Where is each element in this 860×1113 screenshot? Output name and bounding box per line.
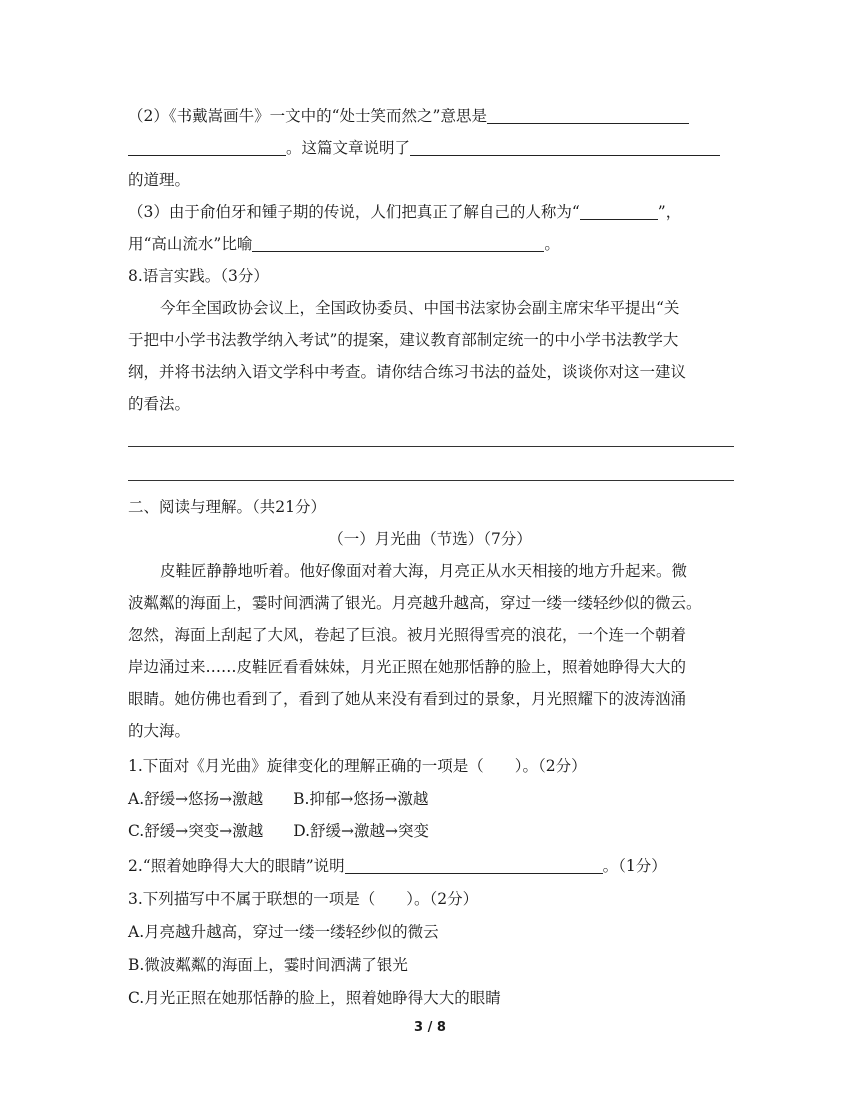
q7-part3-text-b: 用“高山流水”比喻: [128, 235, 253, 253]
page-number: 3 / 8: [414, 1020, 446, 1035]
answer-blank[interactable]: [487, 107, 689, 124]
passage-line: 波粼粼的海面上，霎时间洒满了银光。月亮越升越高，穿过一缕一缕轻纱似的微云。: [128, 594, 702, 612]
q7-part3-text: （3）由于俞伯牙和锺子期的传说，人们把真正了解自己的人称为“: [128, 203, 580, 221]
q1-option-d[interactable]: D.舒缓→激越→突变: [293, 822, 429, 840]
q8-para-line: 今年全国政协会议上，全国政协委员、中国书法家协会副主席宋华平提出“关: [160, 299, 680, 317]
q8-para-line: 于把中小学书法教学纳入考试”的提案，建议教育部制定统一的中小学书法教学大: [128, 331, 679, 349]
q7-part3-period: 。: [544, 235, 560, 253]
passage-line: 忽然，海面上刮起了大风，卷起了巨浪。被月光照得雪亮的浪花，一个连一个朝着: [128, 626, 687, 644]
q8-para-line: 的看法。: [128, 395, 191, 413]
q8-para-line: 纲，并将书法纳入语文学科中考查。请你结合练习书法的益处，谈谈你对这一建议: [128, 363, 687, 381]
q7-part2-line3: 的道理。: [128, 171, 191, 189]
q7-part3-line2: [128, 234, 560, 254]
answer-blank[interactable]: [580, 203, 658, 220]
q1-option-b[interactable]: B.抑郁→悠扬→激越: [293, 790, 429, 808]
answer-blank[interactable]: [128, 139, 286, 156]
q7-part3-text-end: ”，: [657, 203, 682, 221]
q7-part2-line2: [128, 138, 720, 158]
q1-stem: 1.下面对《月光曲》旋律变化的理解正确的一项是（ ）。（2分）: [128, 757, 587, 775]
answer-rule-2[interactable]: [128, 480, 734, 481]
answer-blank[interactable]: [410, 139, 720, 156]
section-heading: 二、阅读与理解。（共21分）: [128, 498, 326, 516]
q1-option-a[interactable]: A.舒缓→悠扬→激越: [128, 790, 264, 808]
q7-part2-line1: [128, 106, 689, 126]
passage-title: （一）月光曲（节选）（7分）: [328, 530, 532, 548]
q2-text: 2.“照着她睁得大大的眼睛”说明: [128, 857, 345, 875]
answer-rule-1[interactable]: [128, 446, 734, 447]
q3-option-c[interactable]: C.月光正照在她那恬静的脸上，照着她睁得大大的眼睛: [128, 989, 501, 1007]
q3-option-a[interactable]: A.月亮越升越高，穿过一缕一缕轻纱似的微云: [128, 923, 439, 941]
q1-options-row1: [128, 789, 428, 809]
q7-part2-text: （2）《书戴嵩画牛》一文中的“处士笑而然之”意思是: [128, 107, 487, 125]
answer-blank[interactable]: [252, 235, 544, 252]
q3-stem: 3.下列描写中不属于联想的一项是（ ）。（2分）: [128, 890, 479, 908]
passage-line: 的大海。: [128, 722, 191, 740]
passage-line: 岸边涌过来……皮鞋匠看看妹妹，月光正照在她那恬静的脸上，照着她睁得大大的: [128, 658, 687, 676]
q7-part2-text-b: 。这篇文章说明了: [286, 139, 411, 157]
q3-option-b[interactable]: B.微波粼粼的海面上，霎时间洒满了银光: [128, 956, 408, 974]
answer-blank[interactable]: [345, 857, 603, 874]
passage-line: 眼睛。她仿佛也看到了，看到了她从来没有看到过的景象，月光照耀下的波涛汹涌: [128, 690, 687, 708]
q7-part3-line1: [128, 202, 681, 222]
q2-line: [128, 856, 667, 876]
q1-options-row2: [128, 821, 429, 841]
passage-line: 皮鞋匠静静地听着。他好像面对着大海，月亮正从水天相接的地方升起来。微: [160, 562, 688, 580]
q8-heading: 8.语言实践。（3分）: [128, 267, 269, 285]
q2-score: 。（1分）: [602, 857, 667, 875]
q1-option-c[interactable]: C.舒缓→突变→激越: [128, 822, 264, 840]
